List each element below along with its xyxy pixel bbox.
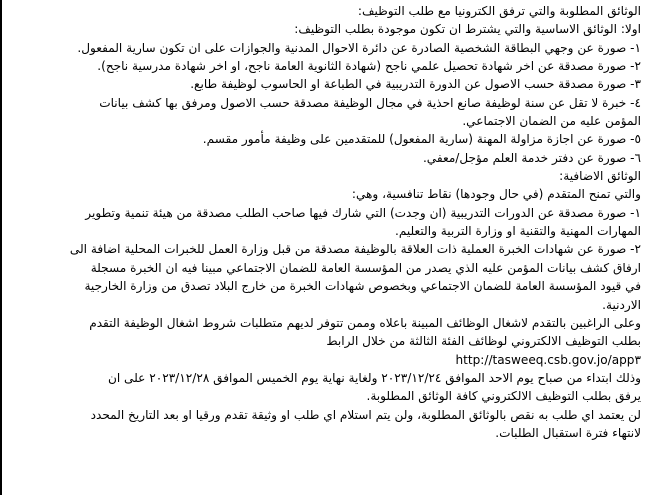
rejection-notice: لن يعتمد اي طلب به نقص بالوثائق المطلوبة، ولن يتم استلام اي طلب او وثيقة تقدم ورقيا او بعد التاريخ المحدد: [90, 407, 641, 422]
additional-documents-intro: والتي تمنح المتقدم (في حال وجودها) نقاط تنافسية، وهي:: [351, 187, 641, 202]
requirement-item-4: ٤- خبرة لا تقل عن سنة لوظيفة صانع احذية في مجال الوظيفة مصدقة حسب الاصول ومرفق بها كشف بيانات: [99, 95, 641, 110]
additional-item-2: ٢- صورة عن شهادات الخبرة العملية ذات العلاقة بالوظيفة مصدقة من قبل وزارة العمل للخبرات المحلية اضافة الى: [69, 242, 641, 257]
additional-documents-heading: الوثائق الاضافية:: [559, 169, 641, 184]
requirement-item-5: ٥- صورة عن اجازة مزاولة المهنة (سارية المفعول) للمتقدمين على وظيفة مأمور مقسم.: [202, 132, 641, 147]
additional-item-1-cont: المهارات المهنية والتقنية او وزارة التربية والتعليم.: [395, 224, 641, 239]
requirement-item-6: ٦- صورة عن دفتر خدمة العلم مؤجل/معفي.: [422, 150, 641, 165]
requirement-item-1: ١- صورة عن وجهي البطاقة الشخصية الصادرة عن دائرة الاحوال المدنية والجوازات على ان تكون سارية المفعول.: [77, 40, 641, 55]
requirement-item-2: ٢- صورة مصدقة عن اخر شهادة تحصيل علمي ناجح (شهادة الثانوية العامة ناجح، او اخر شهادة مدرسية ناجح).: [97, 59, 641, 74]
rejection-notice-cont: لانتهاء فترة استقبال الطلبات.: [495, 425, 641, 440]
application-paragraph-cont: بطلب التوظيف الالكتروني لوظائف الفئة الثالثة من خلال الرابط: [326, 334, 641, 349]
basic-documents-heading: اولا: الوثائق الاساسية والتي يشترط ان تكون موجودة بطلب التوظيف:: [294, 22, 641, 37]
doc-heading: الوثائق المطلوبة والتي ترفق الكترونيا مع طلب التوظيف:: [357, 4, 641, 18]
requirement-item-3: ٣- صورة مصدقة حسب الاصول عن الدورة التدريبية في الطباعة او الحاسوب لوظيفة طابع.: [190, 77, 641, 92]
additional-item-2-cont-2: في قيود المؤسسة العامة للضمان الاجتماعي وبخصوص شهادات الخبرة من خارج البلاد تصدق من وزارة الخارجية: [84, 279, 641, 294]
application-period: وذلك ابتداء من صباح يوم الاحد الموافق ٢٠٢٣/١٢/٢٤ ولغاية نهاية يوم الخميس الموافق ٢٠٢٣/١٢/٢٨ على ان: [107, 370, 641, 385]
additional-item-2-cont-3: الاردنية.: [602, 297, 641, 312]
additional-item-1: ١- صورة مصدقة عن الدورات التدريبية (ان وجدت) التي شارك فيها صاحب الطلب مصدقة من هيئة تنمية وتطوير: [85, 205, 641, 220]
requirement-item-4-cont: المؤمن عليه من الضمان الاجتماعي.: [462, 114, 641, 129]
application-period-cont: يرفق بطلب التوظيف الالكتروني كافة الوثائق المطلوبة.: [366, 389, 641, 404]
application-link[interactable]: http://tasweeq.csb.gov.jo/app٣: [455, 352, 641, 367]
application-paragraph: وعلى الراغبين بالتقدم لاشغال الوظائف المبينة باعلاه وممن تتوفر لديهم متطلبات شروط اشغال الوظيفة التقدم: [89, 315, 641, 330]
additional-item-2-cont-1: ارفاق كشف بيانات المؤمن عليه الذي يصدر من المؤسسة العامة للضمان الاجتماعي مبينا فيه ان الخبرة مسجلة: [90, 260, 641, 275]
